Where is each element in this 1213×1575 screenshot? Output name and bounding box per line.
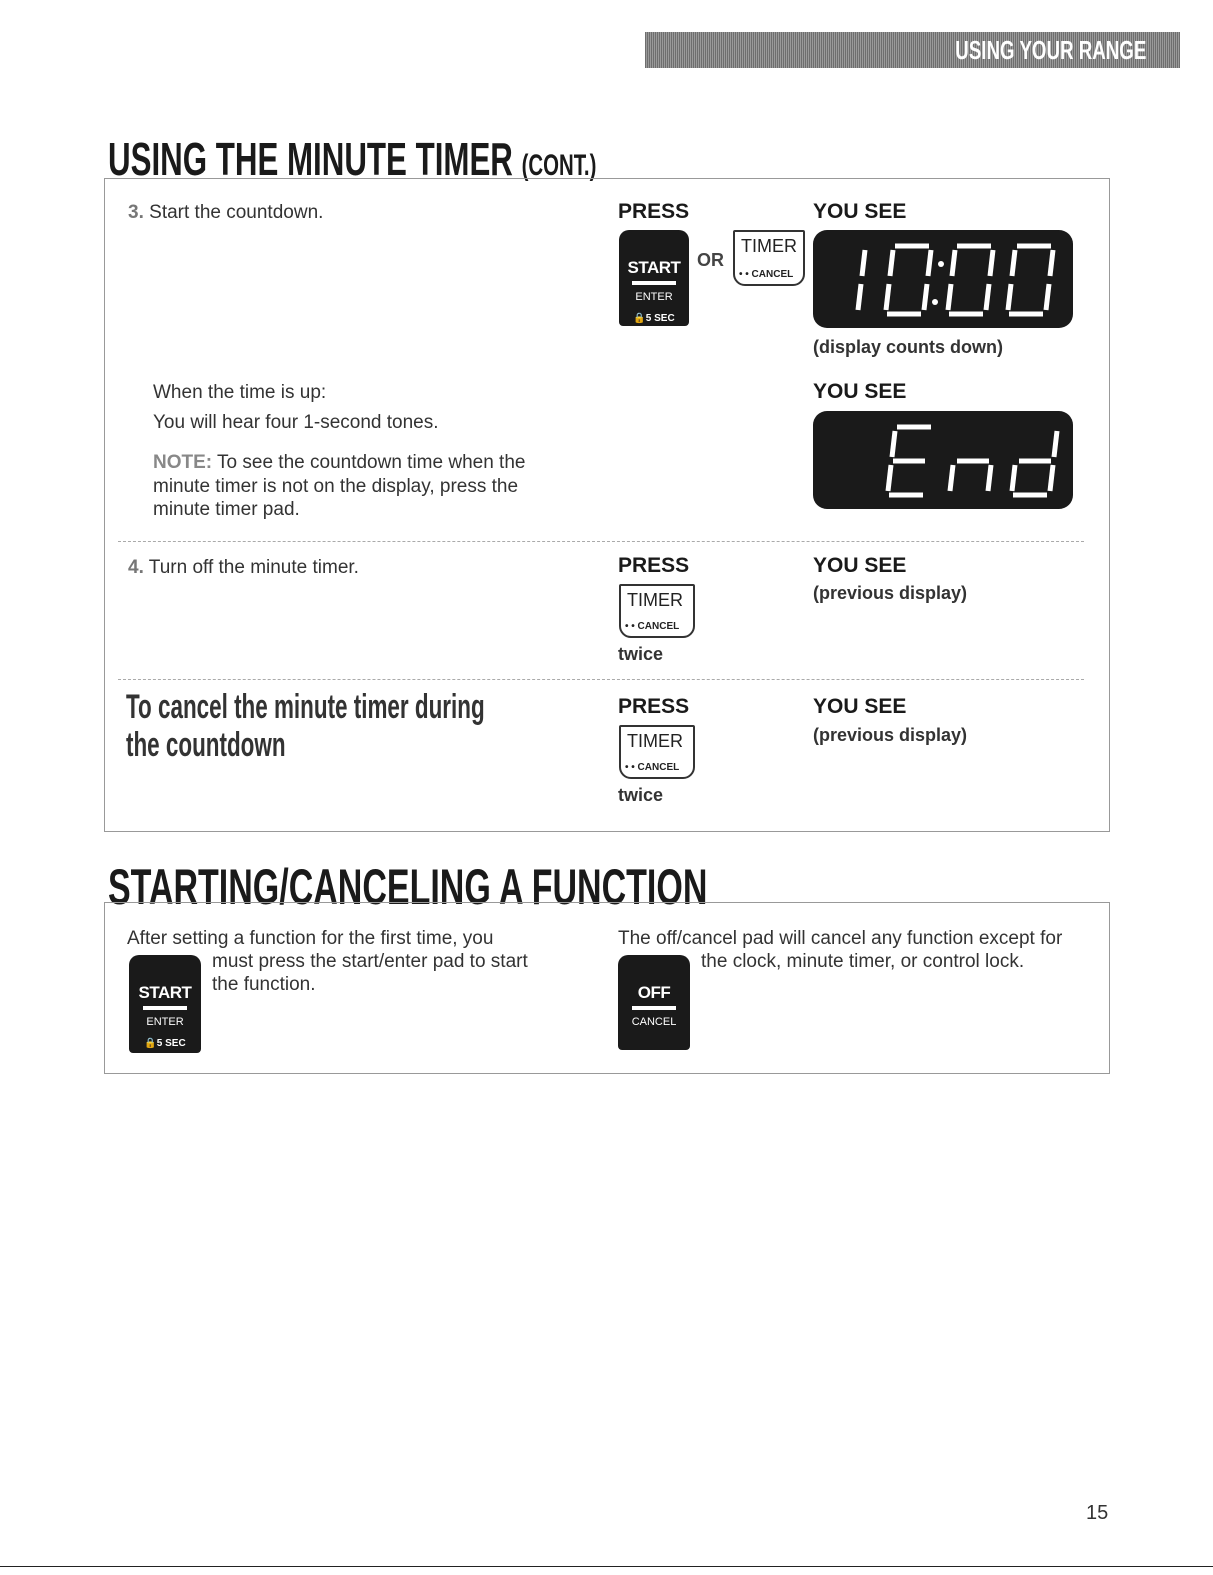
section1-title: USING THE MINUTE TIMER (CONT.): [108, 133, 597, 185]
lock-icon: 🔒5 SEC: [633, 313, 675, 324]
step4-result: (previous display): [813, 583, 968, 603]
timer-cancel-pad: TIMER • • CANCEL: [619, 584, 695, 638]
lock-icon: 🔒5 SEC: [144, 1038, 186, 1049]
cancel-you-see-label: YOU SEE: [813, 695, 907, 718]
left-line2: must press the start/enter pad to start: [212, 951, 528, 972]
step4-twice: twice: [618, 644, 664, 664]
time-up-you-see-label: YOU SEE: [813, 380, 907, 403]
step4-you-see-label: YOU SEE: [813, 554, 907, 577]
display-caption: (display counts down): [813, 337, 1004, 357]
off-cancel-pad: OFF CANCEL: [618, 955, 690, 1050]
bottom-rule: [0, 1566, 1213, 1567]
end-display: [813, 411, 1073, 509]
right-line2: the clock, minute timer, or control lock.: [701, 951, 1025, 972]
start-enter-pad: START ENTER 🔒5 SEC: [619, 230, 689, 326]
cancel-result: (previous display): [813, 725, 968, 745]
divider: [118, 541, 1084, 542]
or-text: OR: [697, 250, 724, 270]
step4-instruction: 4. Turn off the minute timer.: [128, 557, 359, 578]
timer-cancel-pad: TIMER • • CANCEL: [619, 725, 695, 779]
step4-press-label: PRESS: [618, 554, 690, 577]
left-line3: the function.: [212, 974, 316, 995]
right-line1: The off/cancel pad will cancel any function except for: [618, 928, 1063, 949]
left-line1: After setting a function for the first time, you: [127, 928, 494, 949]
banner-text: USING YOUR RANGE: [954, 35, 1146, 65]
cancel-heading: To cancel the minute timer during the countdown: [126, 688, 485, 764]
display-end: [813, 411, 1073, 509]
title-suffix: (CONT.): [521, 149, 597, 182]
time-up-line1: When the time is up:: [153, 382, 327, 403]
note-line2: minute timer is not on the display, press the: [153, 476, 519, 497]
note-line1: NOTE: To see the countdown time when the: [153, 452, 526, 473]
cancel-twice: twice: [618, 785, 664, 805]
cancel-press-label: PRESS: [618, 695, 690, 718]
countdown-display: [813, 230, 1073, 328]
display-10-00: [813, 230, 1073, 328]
section-banner: [645, 32, 1180, 68]
start-enter-pad: START ENTER 🔒5 SEC: [129, 955, 201, 1053]
timer-cancel-pad: TIMER • • CANCEL: [733, 230, 805, 286]
step3-instruction: 3. Start the countdown.: [128, 202, 324, 223]
page-number: 15: [1086, 1502, 1109, 1524]
divider: [118, 679, 1084, 680]
note-line3: minute timer pad.: [153, 499, 300, 520]
step3-you-see-label: YOU SEE: [813, 200, 907, 223]
time-up-line2: You will hear four 1-second tones.: [153, 412, 439, 433]
step3-press-label: PRESS: [618, 200, 690, 223]
section2-title: STARTING/CANCELING A FUNCTION: [108, 859, 708, 915]
